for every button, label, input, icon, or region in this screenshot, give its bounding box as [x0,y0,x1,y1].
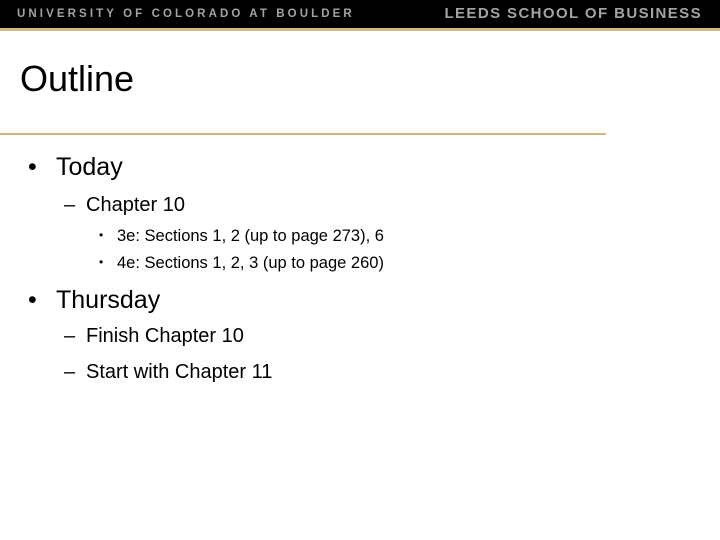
bullet-icon: • [99,255,104,269]
title-divider [0,133,606,135]
outline-subitem-chapter-10 [64,194,185,217]
outline-subitem [64,361,272,384]
slide-title: Outline [20,58,135,99]
outline-subitem-label: Finish Chapter 10 [86,325,244,347]
outline-subitem [64,325,244,348]
university-wordmark: UNIVERSITY OF COLORADO AT BOULDER [17,8,355,20]
outline-item-thursday [28,286,160,315]
outline-item-label: Today [56,153,123,181]
outline-subitem-label: Chapter 10 [86,194,185,216]
bullet-icon: • [28,153,37,181]
section-item-label: 3e: Sections 1, 2 (up to page 273), 6 [117,227,384,245]
section-item [99,227,384,246]
bullet-icon: • [99,228,104,242]
outline-item-label: Thursday [56,286,161,314]
bullet-icon: • [28,286,37,314]
section-item [99,254,384,273]
dash-icon: – [64,361,76,383]
dash-icon: – [64,325,76,347]
dash-icon: – [64,194,76,216]
outline-item-today [28,153,123,182]
outline-subitem-label: Start with Chapter 11 [86,361,273,383]
section-item-label: 4e: Sections 1, 2, 3 (up to page 260) [117,254,384,272]
school-wordmark: LEEDS SCHOOL OF BUSINESS [444,5,702,22]
header-banner [0,0,720,31]
